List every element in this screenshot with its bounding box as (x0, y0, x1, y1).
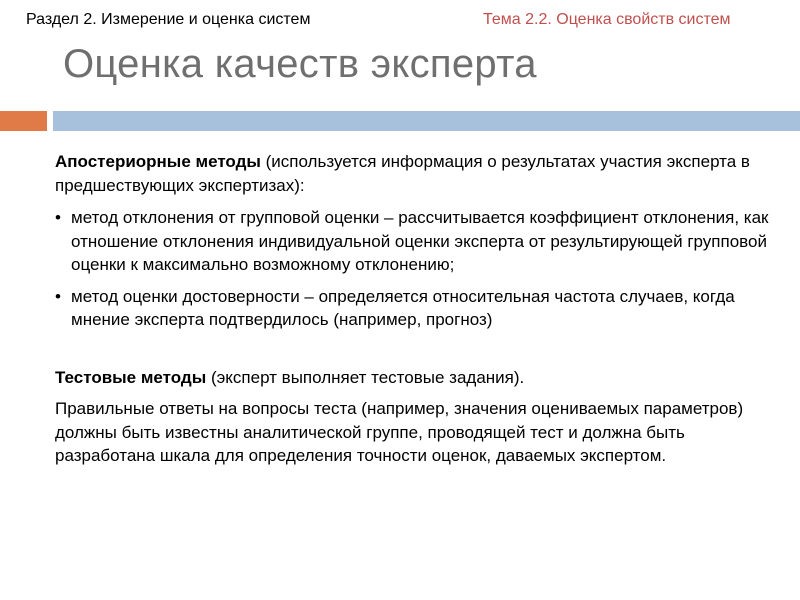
test-methods-body: Правильные ответы на вопросы теста (например, значения оцениваемых параметров) должны быть известны аналитической группе, проводящей тест и должна быть разработана шкала для определения точности оценок, даваемых экспертом. (55, 399, 744, 465)
aposteriori-heading: Апостериорные методы (55, 152, 261, 171)
slide-content (55, 150, 770, 468)
bullet-icon: • (55, 208, 61, 227)
bullet-icon: • (55, 286, 61, 306)
list-item (55, 206, 770, 277)
accent-bar (0, 111, 47, 131)
page-title: Оценка качеств эксперта (63, 42, 537, 86)
list-item-text: метод оценки достоверности – определяется относительная частота случаев, когда мнение эксперта подтвердилось (например, прогноз) (71, 286, 735, 329)
aposteriori-intro (55, 150, 770, 197)
test-methods-intro (55, 366, 770, 390)
aposteriori-methods-list (55, 206, 770, 332)
test-methods-heading: Тестовые методы (55, 367, 207, 387)
topic-label: Тема 2.2. Оценка свойств систем (483, 11, 731, 28)
section-label: Раздел 2. Измерение и оценка систем (26, 11, 311, 28)
list-item-text: метод отклонения от групповой оценки – рассчитывается коэффициент отклонения, как отношение отклонения индивидуальной оценки эксперта от результирующей групповой оценки к максимально возможному отклонению; (71, 208, 769, 274)
aposteriori-text: (используется информация о результатах участия эксперта в предшествующих экспертизах): (55, 152, 750, 195)
list-item (55, 285, 770, 332)
divider-bar (53, 111, 800, 131)
test-methods-text: (эксперт выполняет тестовые задания). (206, 367, 525, 387)
